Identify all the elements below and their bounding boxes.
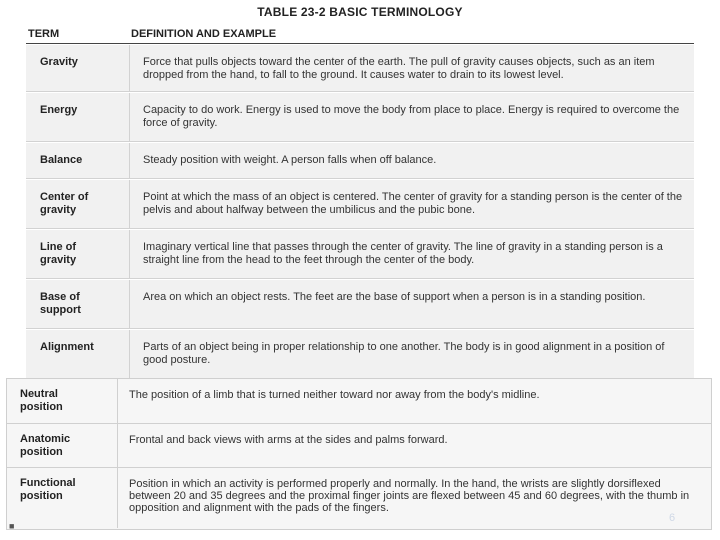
- row-term: Gravity: [40, 56, 78, 68]
- row-definition: The position of a limb that is turned neither toward nor away from the body's midline.: [129, 389, 540, 401]
- row-definition: Force that pulls objects toward the center of the earth. The pull of gravity causes objects, such as an item dropped from the hand, to fall to the ground. It causes water to drain to its lowest level.: [143, 56, 655, 81]
- table-row: [26, 93, 694, 142]
- table-row: [7, 379, 711, 424]
- header-rule: [26, 43, 694, 44]
- row-term: Neutral position: [20, 388, 63, 413]
- table-continuation: [6, 378, 712, 530]
- row-term: Anatomic position: [20, 433, 71, 458]
- table-row: [26, 143, 694, 179]
- row-term: Functional position: [20, 477, 76, 502]
- page-number: 6: [669, 512, 676, 524]
- table-row: [26, 180, 694, 229]
- table-row: [26, 230, 694, 279]
- row-definition: Parts of an object being in proper relationship to one another. The body is in good alignment in a position of good posture.: [143, 341, 665, 366]
- row-definition: Capacity to do work. Energy is used to move the body from place to place. Energy is required to overcome the force of gravity.: [143, 104, 680, 129]
- column-header-definition: DEFINITION AND EXAMPLE: [131, 28, 277, 40]
- slide-menu-icon[interactable]: ■: [9, 521, 15, 531]
- row-definition: Area on which an object rests. The feet are the base of support when a person is in a standing position.: [143, 291, 646, 303]
- table-title: TABLE 23-2 BASIC TERMINOLOGY: [257, 5, 463, 19]
- row-term: Base of support: [40, 291, 81, 316]
- row-term: Energy: [40, 104, 78, 116]
- table-row: [26, 280, 694, 329]
- row-definition: Point at which the mass of an object is centered. The center of gravity for a standing person is the center of the pelvis and about halfway between the umbilicus and the pubic bone.: [143, 191, 683, 216]
- table-row: [26, 45, 694, 92]
- table-row: [7, 424, 711, 468]
- row-definition: Steady position with weight. A person falls when off balance.: [143, 154, 437, 166]
- row-term: Center of gravity: [40, 191, 89, 216]
- row-definition: Frontal and back views with arms at the sides and palms forward.: [129, 434, 448, 446]
- row-definition: Imaginary vertical line that passes through the center of gravity. The line of gravity in a standing person is a straight line from the head to the feet through the center of the body.: [143, 241, 663, 266]
- row-term: Balance: [40, 154, 83, 166]
- table-row: [26, 330, 694, 379]
- table-page-bottom: [0, 378, 720, 540]
- row-term: Line of gravity: [40, 241, 77, 266]
- column-header-term: TERM: [28, 28, 60, 40]
- table-row: [7, 468, 711, 528]
- row-definition: Position in which an activity is performed properly and normally. In the hand, the wrists are slightly dorsiflexed between 20 and 35 degrees and the proximal finger joints are flexed between 45 and 60 degrees, with the thumb in opposition and alignment with the pads of the fingers.: [129, 478, 690, 514]
- row-term: Alignment: [40, 341, 94, 353]
